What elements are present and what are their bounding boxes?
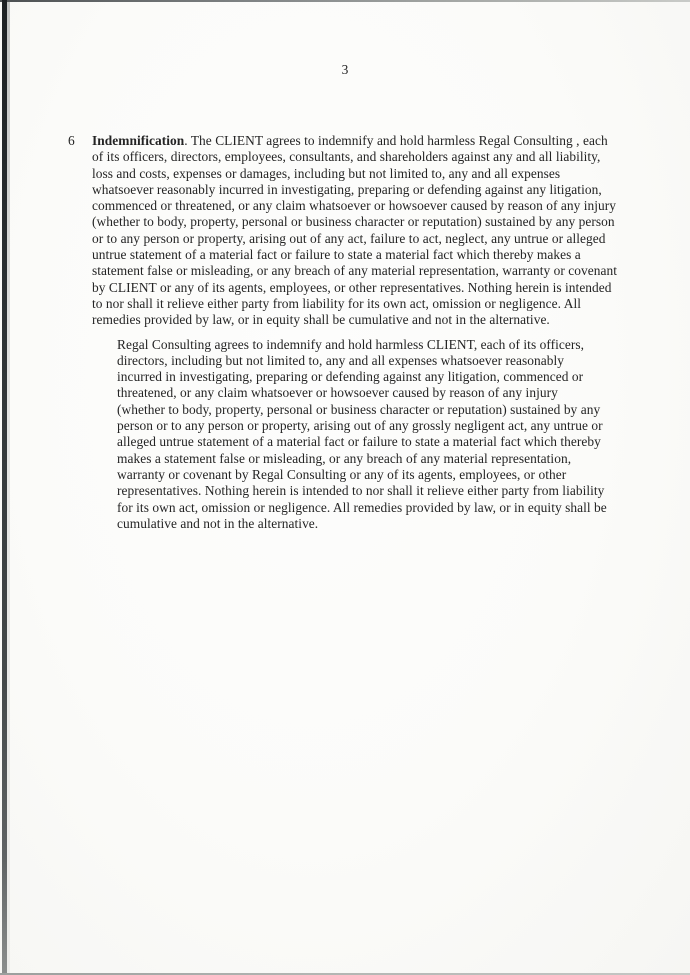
scan-edge-top bbox=[0, 0, 690, 2]
clause-title-separator: . bbox=[184, 133, 191, 148]
clause-title: Indemnification bbox=[92, 133, 185, 148]
clause-paragraph-main bbox=[92, 133, 620, 329]
clause-paragraph-sub: Regal Consulting agrees to indemnify and hold harmless CLIENT, each of its officers, directors, including but not limited to, any and all expenses whatsoever reasonably incurred in investigating, preparing or defending against any litigation, commenced or threatened, or any claim whatsoever or howsoever caused by reason of any injury (whether to body, property, personal or business character or reputation) sustained by any person or to any person or property, arising out of any grossly negligent act, any untrue or alleged untrue statement of a material fact or failure to state a material fact which thereby makes a statement false or misleading, or any breach of any material representation, warranty or covenant by Regal Consulting or any of its agents, employees, or other representatives. Nothing herein is intended to nor shall it relieve either party from liability for its own act, omission or negligence. All remedies provided by law, or in equity shall be cumulative and not in the alternative. bbox=[117, 336, 607, 531]
clause-body bbox=[92, 133, 620, 532]
scan-edge-left-shadow bbox=[7, 0, 10, 975]
clause-main-text: The CLIENT agrees to indemnify and hold harmless Regal Consulting , each of its officers, directors, employees, consultants, and shareholders against any and all liability, loss and costs, expenses or damages, including but not limited to, any and all expenses whatsoever reasonably incurred in investigating, preparing or defending against any litigation, commenced or threatened, or any claim whatsoever or howsoever caused by reason of any injury (whether to body, property, personal or business character or reputation) sustained by any person or to any person or property, arising out of any act, failure to act, neglect, any untrue or alleged untrue statement of a material fact or failure to state a material fact which thereby makes a statement false or misleading, or any breach of any material representation, warranty or covenant by CLIENT or any of its agents, employees, or other representatives. Nothing herein is intended to nor shall it relieve either party from liability for its own act, omission or negligence. All remedies provided by law, or in equity shall be cumulative and not in the alternative. bbox=[92, 133, 618, 328]
clause-number: 6 bbox=[68, 133, 75, 148]
indemnification-clause bbox=[68, 133, 620, 532]
page-number: 3 bbox=[341, 62, 349, 77]
